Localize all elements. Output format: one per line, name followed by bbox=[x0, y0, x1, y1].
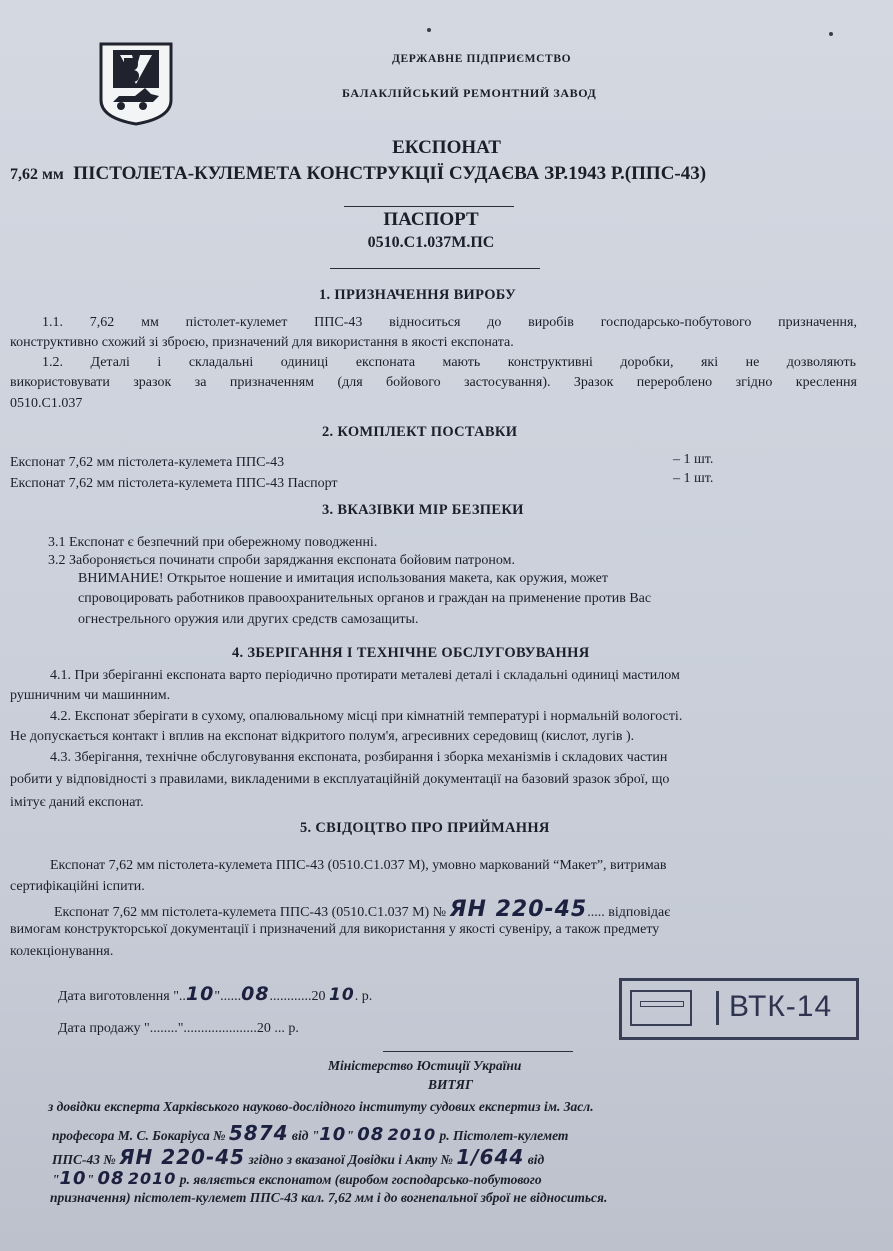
s1-line: конструктивно схожий зі зброєю, призначений для використання в якості експоната. bbox=[10, 335, 514, 350]
s1-line: використовувати зразок за призначенням (для бойового застосування). Зразок перероблено згідно креслення bbox=[10, 375, 857, 390]
s5-serial-line: Експонат 7,62 мм пістолета-кулемета ППС-43 (0510.С1.037 М) № ЯН 220-45..... відповідає bbox=[54, 897, 671, 922]
manufacture-date: Дата виготовлення "..10"......08............20 10. р. bbox=[58, 983, 373, 1005]
divider bbox=[383, 1051, 573, 1052]
kit-item: Експонат 7,62 мм пістолета-кулемета ППС-43 Паспорт bbox=[10, 476, 338, 491]
s4-line: 4.2. Експонат зберігати в сухому, опалювальному місці при кімнатній температурі і нормальній вологості. bbox=[50, 709, 683, 724]
doc-code: 0510.С1.037М.ПС bbox=[367, 234, 495, 251]
s3-warning: огнестрельного оружия или других средств самозащиты. bbox=[78, 612, 419, 627]
s4-line: 4.1. При зберіганні експоната варто періодично протирати металеві деталі і складальні одиниці мастилом bbox=[50, 668, 680, 683]
org-name: БАЛАКЛІЙСЬКИЙ РЕМОНТНИЙ ЗАВОД bbox=[342, 86, 597, 100]
section-5-heading: 5. СВІДОЦТВО ПРО ПРИЙМАННЯ bbox=[300, 820, 550, 836]
divider bbox=[330, 268, 540, 269]
punch-mark bbox=[427, 28, 431, 32]
section-4-heading: 4. ЗБЕРІГАННЯ І ТЕХНІЧНЕ ОБСЛУГОВУВАННЯ bbox=[232, 645, 590, 661]
extract-title: ВИТЯГ bbox=[428, 1077, 474, 1092]
s4-line: рушничним чи машинним. bbox=[10, 688, 171, 703]
s5-line: сертифікаційні іспити. bbox=[10, 879, 145, 894]
sale-date: Дата продажу "........".....................20 ... р. bbox=[58, 1021, 299, 1036]
s4-line: Не допускається контакт і вплив на експонат відкритого полум'я, агресивних середовищ (кислот, лугів ). bbox=[10, 729, 635, 744]
section-2-heading: 2. КОМПЛЕКТ ПОСТАВКИ bbox=[322, 424, 518, 440]
exhibit-title: ЕКСПОНАТ bbox=[392, 137, 501, 158]
extract-line: ППС-43 № ЯН 220-45 згідно з вказаної Довідки і Акту № 1/644 від bbox=[52, 1145, 545, 1169]
exhibit-subtitle: 7,62 мм ПІСТОЛЕТА-КУЛЕМЕТА КОНСТРУКЦІЇ СУДАЄВА ЗР.1943 Р.(ППС-43) bbox=[10, 163, 707, 184]
punch-mark bbox=[829, 32, 833, 36]
extract-line: з довідки експерта Харківського науково-дослідного інституту судових експертиз ім. Засл. bbox=[48, 1099, 594, 1114]
ministry-name: Міністерство Юстиції України bbox=[328, 1058, 522, 1073]
org-type: ДЕРЖАВНЕ ПІДПРИЄМСТВО bbox=[392, 53, 572, 65]
s5-line: вимогам конструкторської документації і призначений для використання у якості сувеніру, а також предмету bbox=[10, 922, 660, 937]
passport-title: ПАСПОРТ bbox=[383, 209, 479, 230]
qc-stamp-text: ВТК-14 bbox=[729, 990, 833, 1023]
s4-line: 4.3. Зберігання, технічне обслуговування експоната, розбирання і зборка механізмів і складових частин bbox=[50, 750, 668, 765]
extract-line: призначення) пістолет-кулемет ППС-43 кал. 7,62 мм і до вогнепальної зброї не відноситься. bbox=[50, 1190, 608, 1205]
extract-line: професора М. С. Бокаріуса № 5874 від "10" 08 2010 р. Пістолет-кулемет bbox=[52, 1121, 569, 1145]
s5-line: колекціонування. bbox=[10, 944, 114, 959]
divider bbox=[344, 206, 514, 207]
kit-item: Експонат 7,62 мм пістолета-кулемета ППС-43 bbox=[10, 455, 285, 470]
s5-line: Експонат 7,62 мм пістолета-кулемета ППС-43 (0510.С1.037 М), умовно маркований “Макет”, витримав bbox=[50, 858, 667, 873]
s1-line: 0510.С1.037 bbox=[10, 396, 83, 411]
s3-line: 3.1 Експонат є безпечний при обережному поводженні. bbox=[48, 535, 378, 550]
s4-line: робити у відповідності з правилами, викладеними в експлуатаційній документації на базовий зразок зброї, що bbox=[10, 772, 670, 787]
s3-warning: ВНИМАНИЕ! Открытое ношение и имитация использования макета, как оружия, может bbox=[78, 571, 608, 586]
qc-stamp bbox=[619, 978, 859, 1040]
serial-number-handwritten: ЯН 220-45 bbox=[449, 897, 588, 922]
factory-logo bbox=[99, 42, 173, 126]
section-3-heading: 3. ВКАЗІВКИ МІР БЕЗПЕКИ bbox=[322, 502, 524, 518]
s3-line: 3.2 Забороняється починати спроби заряджання експоната бойовим патроном. bbox=[48, 553, 516, 568]
kit-qty: – 1 шт. bbox=[673, 452, 714, 467]
s3-warning: спровоцировать работников правоохранительных органов и граждан на применение против Вас bbox=[78, 591, 652, 606]
section-1-heading: 1. ПРИЗНАЧЕННЯ ВИРОБУ bbox=[319, 287, 517, 303]
extract-line: "10" 08 2010 р. являється експонатом (виробом господарсько-побутового bbox=[52, 1168, 542, 1189]
kit-qty: – 1 шт. bbox=[673, 471, 714, 486]
s1-line: 1.1. 7,62 мм пістолет-кулемет ППС-43 відноситься до виробів господарсько-побутового призначення, bbox=[42, 315, 857, 330]
s4-line: імітує даний експонат. bbox=[10, 795, 144, 810]
s1-line: 1.2. Деталі і складальні одиниці експоната мають конструктивні доробки, які не дозволяють bbox=[42, 355, 856, 370]
